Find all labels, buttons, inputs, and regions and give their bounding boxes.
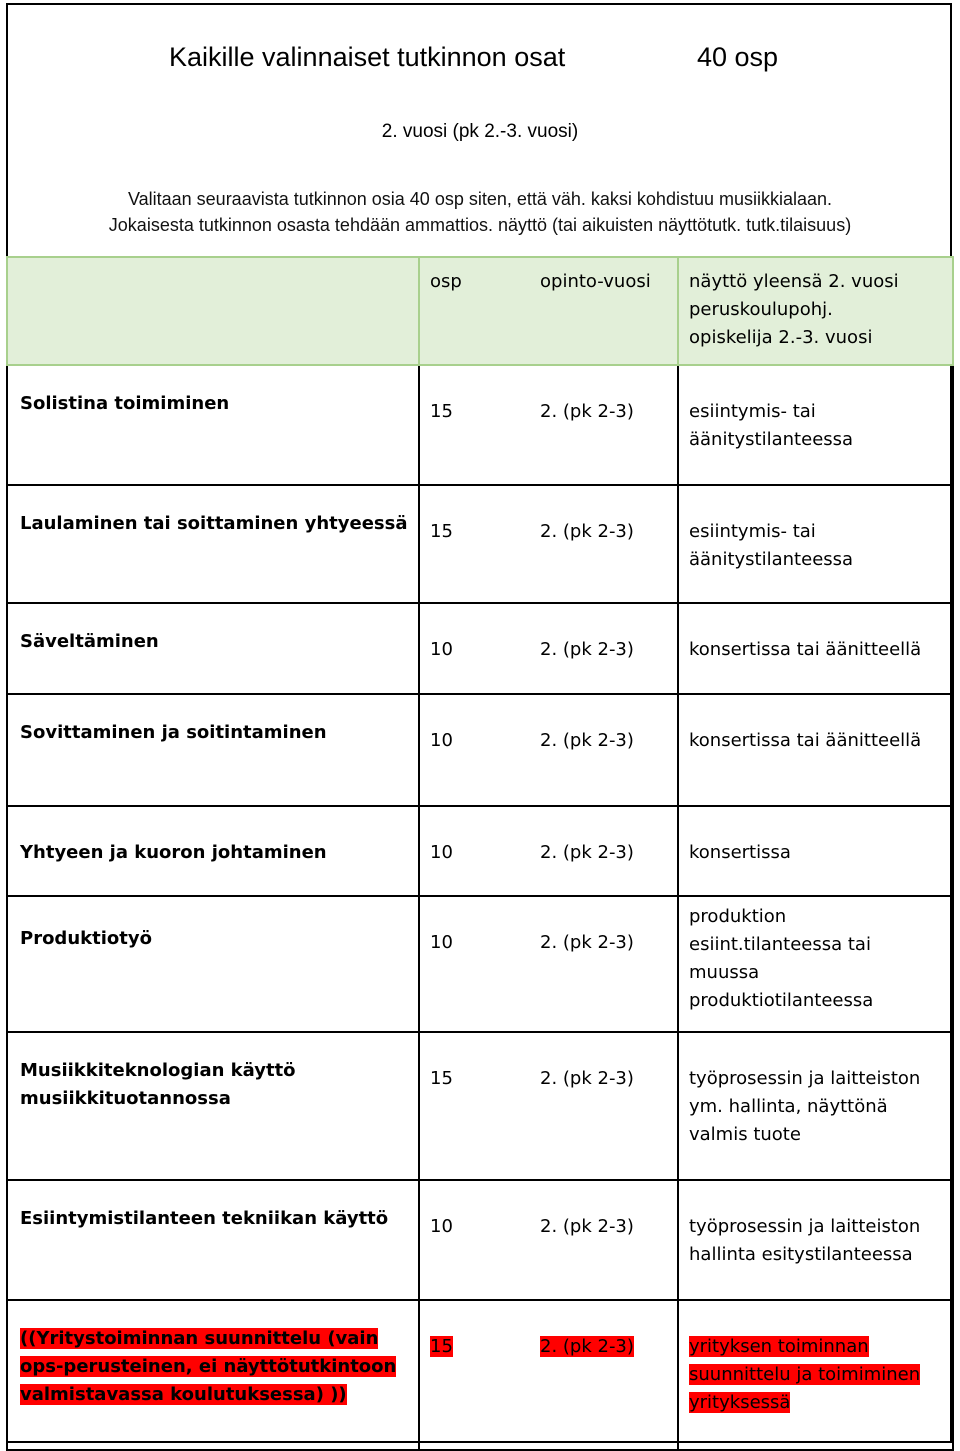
course-table-body [7, 257, 953, 1450]
header-year: opinto-vuosi [540, 271, 651, 292]
demo-cell [678, 485, 953, 603]
osp-cell [419, 806, 532, 896]
demo-text: äänitystilanteessa [689, 429, 854, 450]
demo-text: ym. hallinta, näyttönä [689, 1096, 888, 1117]
header-demo-line: peruskoulupohj. [689, 299, 833, 320]
demo-text: produktion [689, 906, 787, 927]
course-name: Laulaminen tai soittaminen yhtyeessä [20, 513, 408, 534]
header-cell-osp [419, 257, 532, 365]
course-name-cell [7, 365, 419, 485]
osp-cell [419, 485, 532, 603]
osp-value: 10 [430, 1216, 453, 1237]
year-cell [532, 1032, 678, 1180]
page-title [0, 42, 960, 82]
osp-value: 15 [430, 1068, 453, 1089]
osp-value: 15 [430, 1336, 453, 1357]
osp-value: 10 [430, 639, 453, 660]
course-name-cell [7, 603, 419, 694]
year-value: 2. (pk 2-3) [540, 1216, 634, 1237]
demo-text: työprosessin ja laitteiston [689, 1216, 921, 1237]
demo-cell [678, 896, 953, 1032]
course-name-cell [7, 1032, 419, 1180]
demo-text: suunnittelu ja toimiminen [689, 1364, 921, 1385]
course-name: Sovittaminen ja soitintaminen [20, 722, 327, 743]
header-cell-demo [678, 257, 953, 365]
osp-value: 10 [430, 730, 453, 751]
year-value: 2. (pk 2-3) [540, 521, 634, 542]
table-row [7, 485, 953, 603]
course-name-cell [7, 694, 419, 806]
osp-cell [419, 603, 532, 694]
demo-text: työprosessin ja laitteiston [689, 1068, 921, 1089]
course-name-cell [7, 1300, 419, 1450]
year-cell [532, 1300, 678, 1450]
course-name: Solistina toimiminen [20, 393, 230, 414]
demo-cell [678, 1180, 953, 1300]
course-name: musiikkituotannossa [20, 1088, 231, 1109]
header-demo-line: opiskelija 2.-3. vuosi [689, 327, 873, 348]
table-row [7, 896, 953, 1032]
course-name-cell [7, 485, 419, 603]
year-value: 2. (pk 2-3) [540, 401, 634, 422]
demo-text: yrityksessä [689, 1392, 791, 1413]
table-row [7, 1300, 953, 1450]
course-name: Produktiotyö [20, 928, 152, 949]
demo-text: muussa [689, 962, 760, 983]
demo-text: produktiotilanteessa [689, 990, 874, 1011]
demo-text: konsertissa [689, 842, 791, 863]
osp-cell [419, 1300, 532, 1450]
year-value: 2. (pk 2-3) [540, 1336, 634, 1357]
year-cell [532, 603, 678, 694]
demo-cell [678, 603, 953, 694]
demo-cell [678, 365, 953, 485]
demo-text: esiintymis- tai [689, 401, 816, 422]
demo-text: hallinta esitystilanteessa [689, 1244, 913, 1265]
year-cell [532, 896, 678, 1032]
course-name: Säveltäminen [20, 631, 159, 652]
year-value: 2. (pk 2-3) [540, 932, 634, 953]
year-value: 2. (pk 2-3) [540, 842, 634, 863]
intro-line-1: Valitaan seuraavista tutkinnon osia 40 osp siten, että väh. kaksi kohdistuu musiikkialaan. [127, 189, 833, 209]
title-credits: 40 osp [697, 42, 779, 72]
header-cell-year [532, 257, 678, 365]
osp-value: 10 [430, 842, 453, 863]
demo-text: esiintymis- tai [689, 521, 816, 542]
osp-cell [419, 1032, 532, 1180]
osp-value: 10 [430, 932, 453, 953]
demo-text: yrityksen toiminnan [689, 1336, 869, 1357]
demo-cell [678, 1032, 953, 1180]
table-row [7, 1180, 953, 1300]
demo-text: konsertissa tai äänitteellä [689, 639, 922, 660]
demo-text: äänitystilanteessa [689, 549, 854, 570]
course-name: Esiintymistilanteen tekniikan käyttö [20, 1208, 389, 1229]
demo-cell [678, 694, 953, 806]
demo-cell [678, 806, 953, 896]
demo-text: valmis tuote [689, 1124, 801, 1145]
year-value: 2. (pk 2-3) [540, 730, 634, 751]
demo-text: esiint.tilanteessa tai [689, 934, 871, 955]
osp-cell [419, 694, 532, 806]
course-table [6, 256, 954, 1451]
table-row [7, 365, 953, 485]
table-row [7, 694, 953, 806]
table-header-row [7, 257, 953, 365]
year-value: 2. (pk 2-3) [540, 639, 634, 660]
year-cell [532, 694, 678, 806]
table-row [7, 603, 953, 694]
course-name: Yhtyeen ja kuoron johtaminen [20, 842, 327, 863]
osp-value: 15 [430, 521, 453, 542]
osp-value: 15 [430, 401, 453, 422]
header-osp: osp [430, 271, 462, 292]
title-text: Kaikille valinnaiset tutkinnon osat [169, 42, 566, 72]
osp-cell [419, 1180, 532, 1300]
year-cell [532, 806, 678, 896]
intro-text [0, 186, 960, 238]
course-name-cell [7, 1180, 419, 1300]
course-name-cell [7, 896, 419, 1032]
year-cell [532, 485, 678, 603]
year-cell [532, 1180, 678, 1300]
subtitle: 2. vuosi (pk 2.-3. vuosi) [381, 121, 579, 142]
header-cell-course [7, 257, 419, 365]
table-row [7, 1032, 953, 1180]
course-name: ops-perusteinen, ei näyttötutkintoon [20, 1356, 397, 1377]
year-cell [532, 365, 678, 485]
demo-text: konsertissa tai äänitteellä [689, 730, 922, 751]
demo-cell [678, 1300, 953, 1450]
course-name: Musiikkiteknologian käyttö [20, 1060, 296, 1081]
osp-cell [419, 365, 532, 485]
course-name: ((Yritystoiminnan suunnittelu (vain [20, 1328, 379, 1349]
year-value: 2. (pk 2-3) [540, 1068, 634, 1089]
header-demo-line: näyttö yleensä 2. vuosi [689, 271, 899, 292]
course-name-cell [7, 806, 419, 896]
osp-cell [419, 896, 532, 1032]
intro-line-2: Jokaisesta tutkinnon osasta tehdään ammattios. näyttö (tai aikuisten näyttötutk. tutk.tilaisuus) [108, 215, 852, 235]
table-row [7, 806, 953, 896]
course-name: valmistavassa koulutuksessa) )) [20, 1384, 347, 1405]
header-demo [679, 258, 952, 352]
